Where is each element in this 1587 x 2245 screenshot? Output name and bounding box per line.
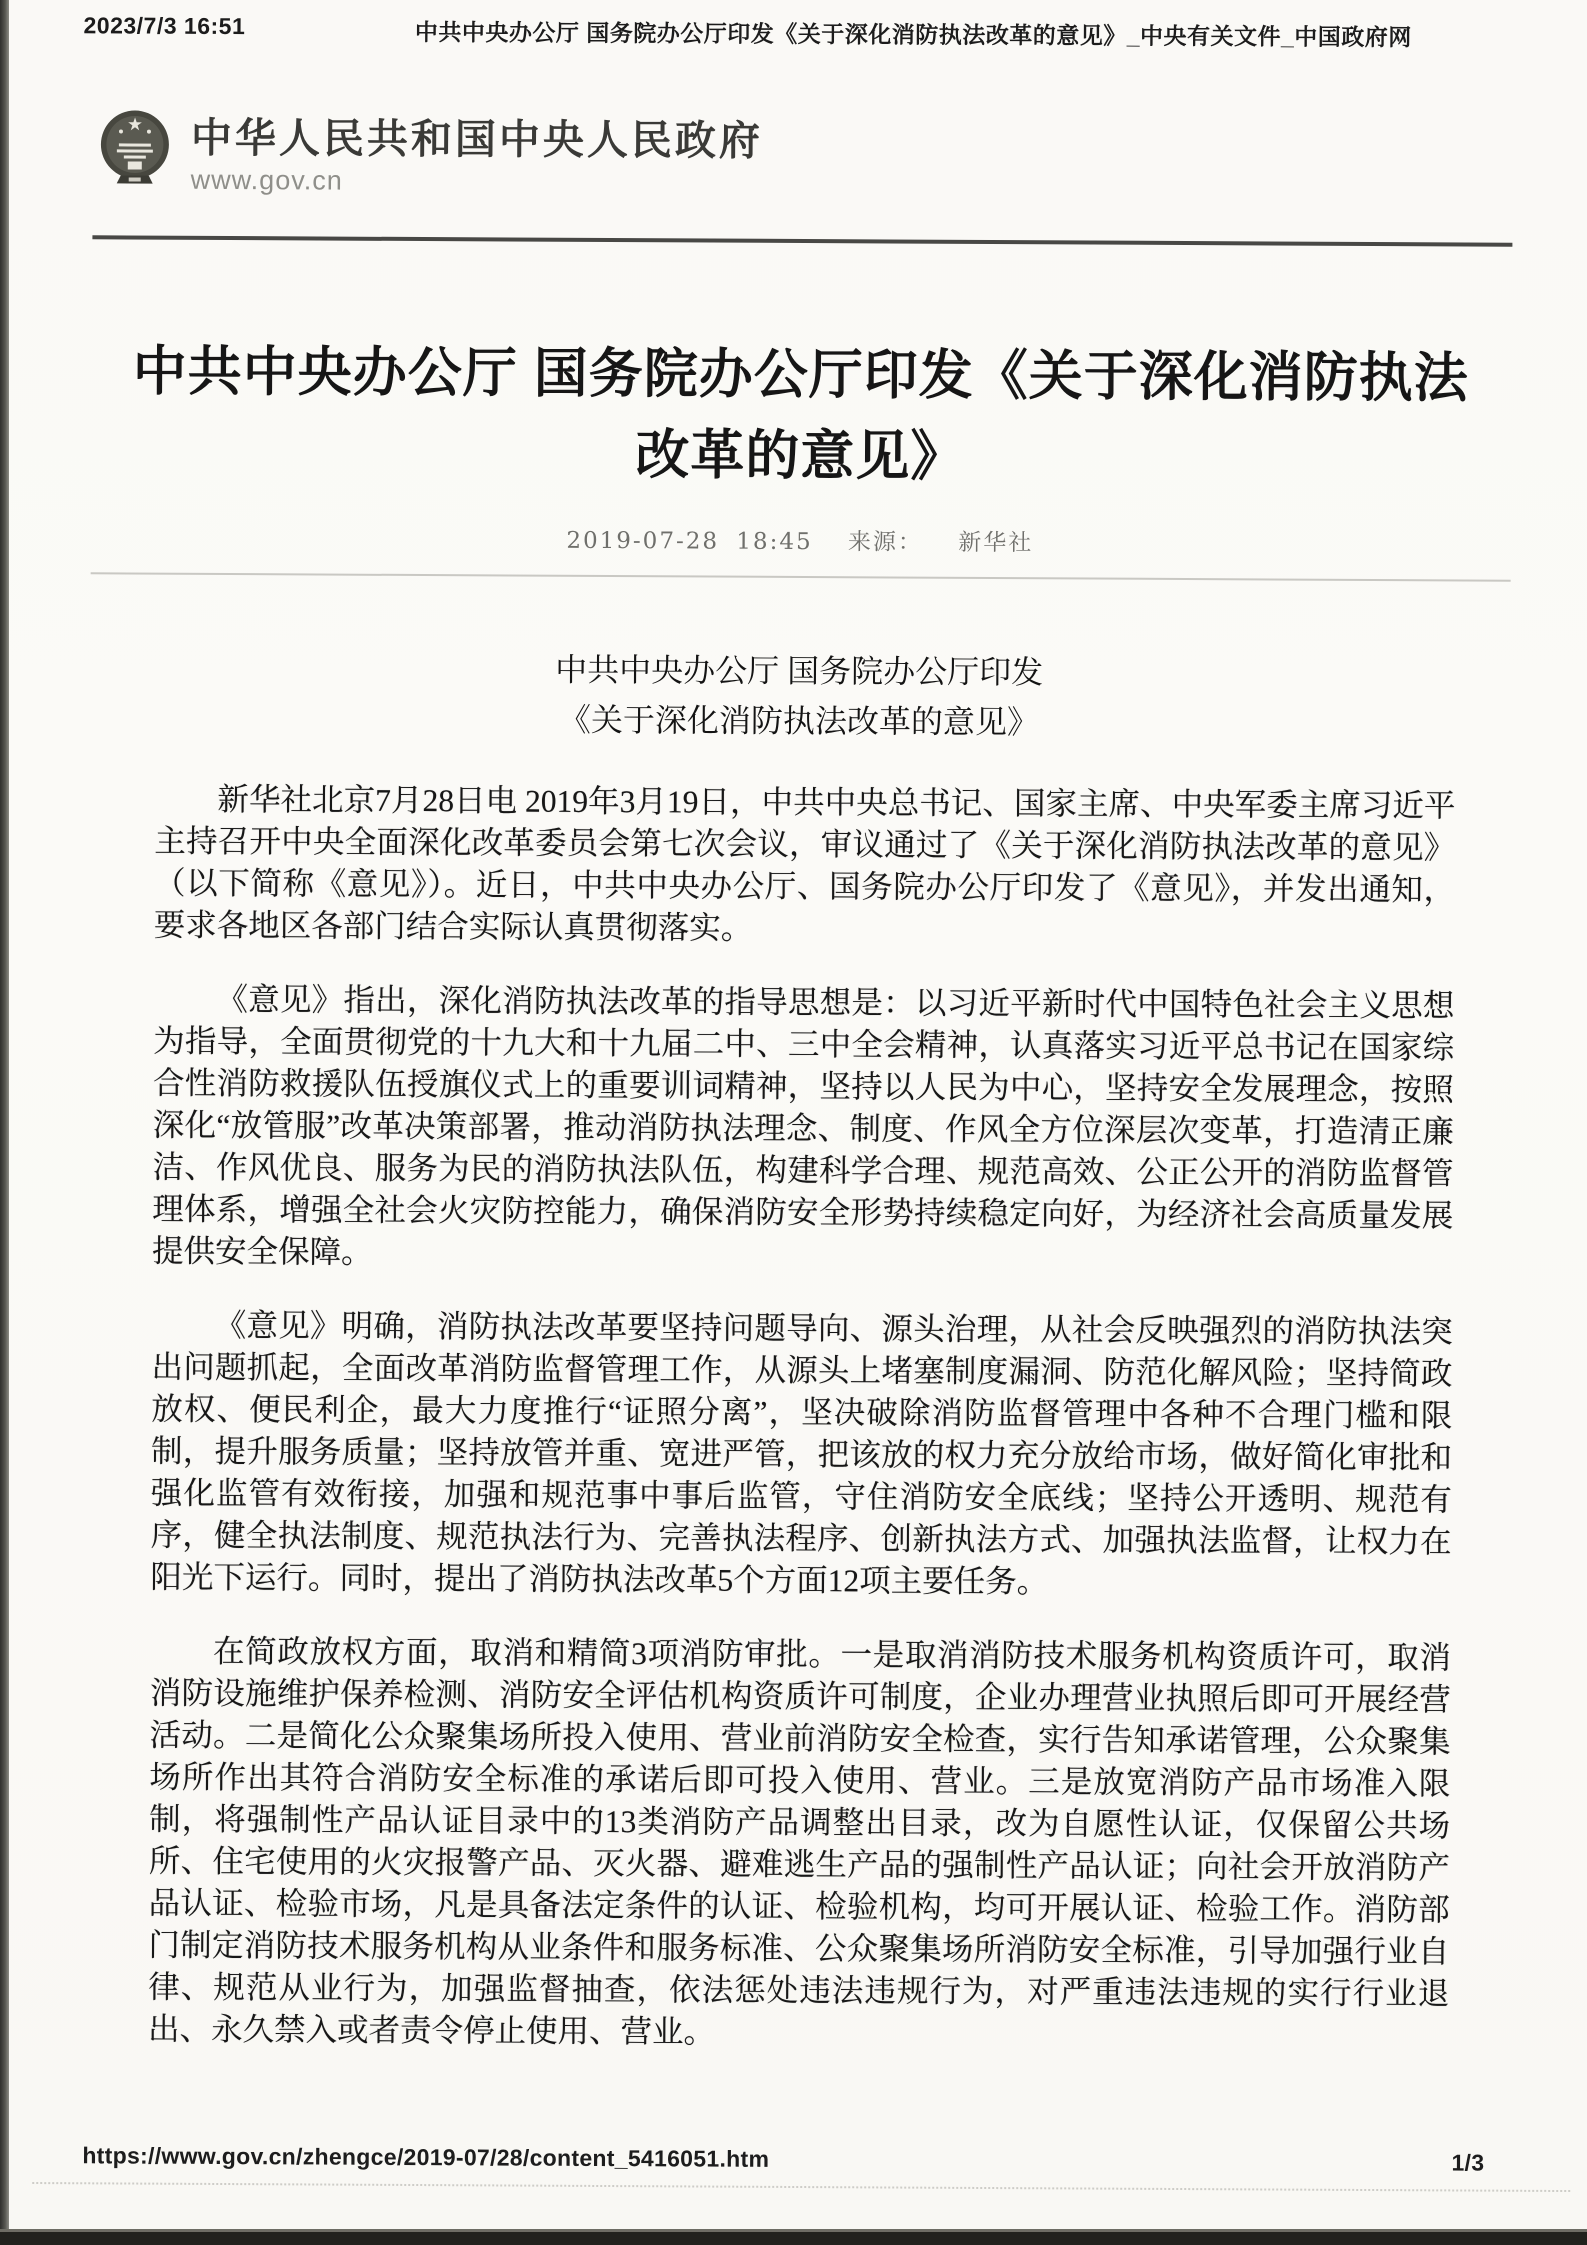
print-page-indicator: 1/3 <box>1451 2149 1485 2176</box>
site-text-block <box>191 108 763 199</box>
masthead-divider <box>92 235 1512 246</box>
scan-artifact-line <box>32 2182 1570 2192</box>
article-source: 新华社 <box>958 529 1034 557</box>
scan-edge-bottom <box>0 2229 1587 2245</box>
document-heading <box>10 642 1587 750</box>
article-title: 中共中央办公厅 国务院办公厅印发《关于深化消防执法改革的意见》 <box>132 341 1469 487</box>
print-footer <box>82 2142 1484 2176</box>
print-footer-url: https://www.gov.cn/zhengce/2019-07/28/content_5416051.htm <box>82 2142 770 2172</box>
site-name: 中华人民共和国中央人民政府 <box>190 114 764 164</box>
paragraph: 在简政放权方面，取消和精简3项消防审批。一是取消消防技术服务机构资质许可，取消消防设施维护保养检测、消防安全评估机构资质许可制度，企业办理营业执照后即可开展经营活动。二是简化公众聚集场所投入使用、营业前消防安全检查，实行告知承诺管理，公众聚集场所作出其符合消防安全标准的承诺后即可投入使用、营业。三是放宽消防产品市场准入限制，将强制性产品认证目录中的13类消防产品调整出目录，改为自愿性认证，仅保留公共场所、住宅使用的火灾报警产品、灭火器、避难逃生产品的强制性产品认证；向社会开放消防产品认证、检验市场，凡是具备法定条件的认证、检验机构，均可开展认证、检验工作。消防部门制定消防技术服务机构从业条件和服务标准、公众聚集场所消防安全标准，引导加强行业自律、规范从业行为，加强监督抽查，依法惩处违法违规行为，对严重违法违规的实行行业退出、永久禁入或者责令停止使用、营业。 <box>147 1634 1452 2050</box>
meta-divider <box>91 572 1511 581</box>
document-heading-line1: 中共中央办公厅 国务院办公厅印发 <box>555 651 1044 691</box>
page-content <box>2 0 1587 2236</box>
national-emblem-icon <box>99 107 171 194</box>
paragraph: 新华社北京7月28日电 2019年3月19日，中共中央总书记、国家主席、中央军委主席习近平主持召开中央全面深化改革委员会第七次会议，审议通过了《关于深化消防执法改革的意见》（以下简称《意见》）。近日，中共中央办公厅、国务院办公厅印发了《意见》，并发出通知，要求各地区各部门结合实际认真贯彻落实。 <box>153 782 1456 946</box>
article-meta <box>11 519 1587 560</box>
scan-edge-left <box>0 0 9 2245</box>
print-header <box>13 0 1587 53</box>
article-datetime: 2019-07-28 18:45 <box>566 527 813 556</box>
paragraph: 《意见》指出，深化消防执法改革的指导思想是：以习近平新时代中国特色社会主义思想为指导，全面贯彻党的十九大和十九届二中、三中全会精神，认真落实习近平总书记在国家综合性消防救援队伍授旗仪式上的重要训词精神，坚持以人民为中心，坚持安全发展理念，按照深化“放管服”改革决策部署，推动消防执法理念、制度、作风全方位深层次变革，打造清正廉洁、作风优良、服务为民的消防执法队伍，构建科学合理、规范高效、公正公开的消防监督管理体系，增强全社会火灾防控能力，确保消防安全形势持续稳定向好，为经济社会高质量发展提供安全保障。 <box>152 982 1455 1270</box>
print-document-title: 中共中央办公厅 国务院办公厅印发《关于深化消防执法改革的意见》_中央有关文件_中国政府网 <box>414 18 1412 51</box>
article-source-label: 来源： <box>847 529 923 556</box>
article-body <box>148 779 1456 2058</box>
site-masthead <box>99 107 1587 203</box>
document-heading-line2: 《关于深化消防执法改革的意见》 <box>558 701 1039 741</box>
paragraph: 《意见》明确，消防执法改革要坚持问题导向、源头治理，从社会反映强烈的消防执法突出问题抓起，全面改革消防监督管理工作，从源头上堵塞制度漏洞、防范化解风险；坚持简政放权、便民利企，最大力度推行“证照分离”，坚决破除消防监督管理中各种不合理门槛和限制，提升服务质量；坚持放管并重、宽进严管，把该放的权力充分放给市场，做好简化审批和强化监管有效衔接，加强和规范事中事后监管，守住消防安全底线；坚持公开透明、规范有序，健全执法制度、规范执法行为、完善执法程序、创新执法方式、加强执法监督，让权力在阳光下运行。同时，提出了消防执法改革5个方面12项主要任务。 <box>150 1308 1453 1600</box>
print-timestamp: 2023/7/3 16:51 <box>83 12 246 40</box>
site-url: www.gov.cn <box>190 164 343 196</box>
